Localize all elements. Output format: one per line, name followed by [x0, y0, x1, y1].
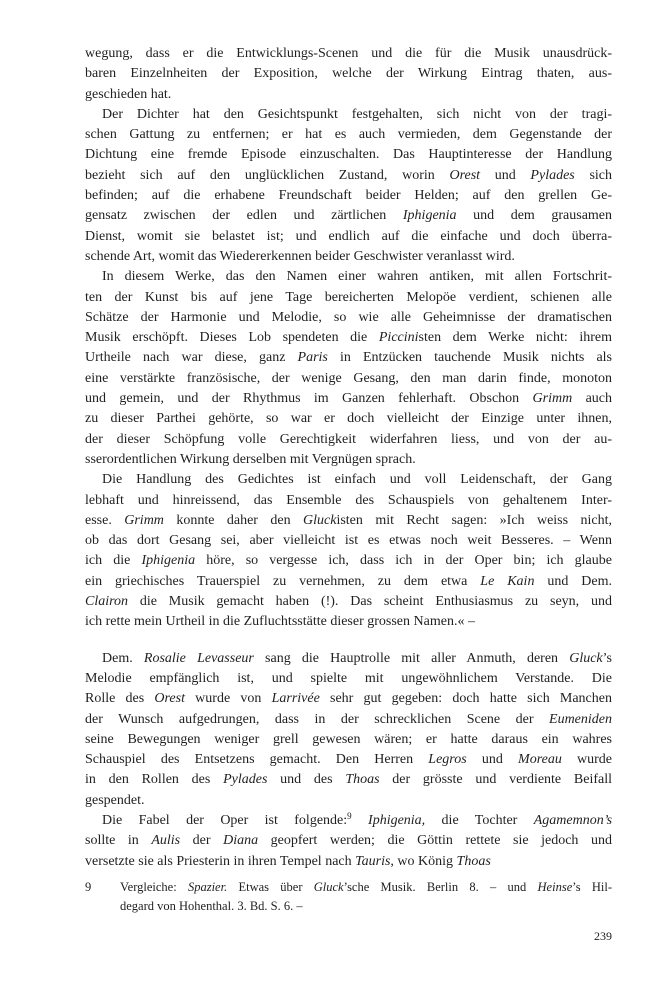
- body-text: [85, 44, 612, 872]
- text-line: [85, 572, 612, 592]
- italic-text-run: Gluck: [569, 650, 603, 666]
- text-line: [85, 791, 612, 811]
- text-run: ob das dort Gesang sei, aber vielleicht ist es etwas noch weit Besseres. – Wenn: [85, 533, 612, 549]
- text-line: [85, 430, 612, 450]
- text-line: [85, 247, 612, 267]
- text-line: [85, 689, 612, 709]
- italic-text-run: Pylades: [223, 772, 268, 788]
- text-line: [85, 531, 612, 551]
- text-line: [85, 348, 612, 368]
- text-run: Dichtung eine fremde Episode einzuschalten. Das Hauptinteresse der Handlung: [85, 147, 612, 163]
- text-run: geopfert werden; die Göttin rettete sie jedoch und: [258, 833, 612, 849]
- text-line: [85, 44, 612, 64]
- text-run: ’s: [602, 650, 612, 666]
- text-run: versetzte sie als Priesterin in ihren Tempel nach: [85, 853, 356, 869]
- text-line: [85, 811, 612, 831]
- text-line: [85, 85, 612, 105]
- text-run: ich rette mein Urtheil in die Zufluchtsstätte dieser grossen Namen.« –: [85, 614, 475, 630]
- text-line: [85, 750, 612, 770]
- italic-text-run: Eumeniden: [549, 711, 612, 727]
- text-line: [85, 186, 612, 206]
- page-number: 239: [594, 929, 612, 943]
- text-run: Der Dichter hat den Gesichtspunkt festgehalten, sich nicht von der tragi-: [102, 106, 612, 122]
- paragraph: [85, 267, 612, 470]
- text-line: [85, 206, 612, 226]
- text-line: [85, 551, 612, 571]
- text-line: [85, 649, 612, 669]
- text-run: Schätze der Harmonie und Melodie, so wie alle Geheimnisse der dramatischen: [85, 309, 612, 325]
- text-line: [85, 267, 612, 287]
- italic-text-run: Gluck: [303, 512, 337, 528]
- text-line: [85, 511, 612, 531]
- text-line: [120, 878, 612, 897]
- text-line: [85, 145, 612, 165]
- text-line: [85, 710, 612, 730]
- text-run: sten dem Werke nicht: ihrem: [418, 330, 612, 346]
- italic-text-run: Piccini: [378, 330, 419, 346]
- text-line: [85, 770, 612, 790]
- text-run: und des: [267, 772, 346, 788]
- text-run: der: [180, 833, 224, 849]
- text-line: [85, 852, 612, 872]
- paragraph: [85, 811, 612, 872]
- text-run: befinden; auf die erhabene Freundschaft beider Helden; auf den grellen Ge-: [85, 188, 612, 204]
- italic-text-run: Iphigenia: [402, 208, 457, 224]
- text-line: [85, 669, 612, 689]
- text-line: [120, 897, 612, 916]
- text-run: auch: [572, 391, 612, 407]
- italic-text-run: Gluck: [313, 880, 344, 894]
- text-line: [85, 166, 612, 186]
- paragraph: [85, 470, 612, 632]
- text-run: degard von Hohenthal. 3. Bd. S. 6. –: [120, 899, 303, 913]
- text-run: Die Handlung des Gedichtes ist einfach und voll Leidenschaft, der Gang: [102, 472, 612, 488]
- text-run: Melodie empfänglich ist, und spielte mit ungewöhnlichem Verstande. Die: [85, 670, 612, 686]
- italic-text-run: Agamemnon’s: [533, 812, 612, 828]
- text-line: [85, 389, 612, 409]
- italic-text-run: Le Kain: [480, 573, 535, 589]
- italic-text-run: Grimm: [532, 391, 573, 407]
- text-run: ein griechisches Trauerspiel zu vernehmen, zu dem etwa: [85, 573, 481, 589]
- text-line: [85, 730, 612, 750]
- italic-text-run: Grimm: [124, 512, 164, 528]
- footnote-text: [120, 878, 612, 916]
- text-run: Dienst, womit sie belastet ist; und endlich auf die einfache und doch überra-: [85, 228, 612, 244]
- text-run: sang die Hauptrolle mit aller Anmuth, deren: [253, 650, 570, 666]
- text-line: [85, 470, 612, 490]
- text-run: Dem.: [102, 650, 144, 666]
- text-run: sich: [574, 167, 612, 183]
- text-run: wegung, dass er die Entwicklungs-Scenen und die für die Musik unausdrück-: [85, 46, 612, 61]
- text-line: [85, 64, 612, 84]
- text-line: [85, 592, 612, 612]
- text-run: konnte daher den: [163, 512, 304, 528]
- text-line: [85, 450, 612, 470]
- italic-text-run: Aulis: [151, 833, 181, 849]
- italic-text-run: Paris: [297, 350, 328, 366]
- text-run: ten der Kunst bis auf jene Tage bereicherten Melopöe verdient, schienen alle: [85, 289, 612, 305]
- text-run: und: [480, 167, 531, 183]
- italic-text-run: Iphigenia: [141, 553, 196, 569]
- text-run: Vergleiche:: [120, 880, 188, 894]
- text-run: isten mit Recht sagen: »Ich weiss nicht,: [336, 512, 612, 528]
- italic-text-run: Pylades: [530, 167, 575, 183]
- text-run: In diesem Werke, das den Namen einer wahren antiken, mit allen Fortschrit-: [102, 269, 612, 285]
- italic-text-run: Legros: [428, 752, 467, 768]
- text-run: sehr gut gegeben: doch hatte sich Manchen: [319, 691, 612, 707]
- text-run: Rolle des: [85, 691, 155, 707]
- italic-text-run: Orest: [154, 691, 185, 707]
- text-line: [85, 308, 612, 328]
- text-run: eine verstärkte französische, der wenige Gesang, den man darin finde, monoton: [85, 370, 612, 386]
- text-run: ’s Hil-: [572, 880, 612, 894]
- text-run: in Entzücken tauchende Musik nichts als: [327, 350, 612, 366]
- italic-text-run: Iphigenia,: [368, 812, 426, 828]
- text-line: [85, 369, 612, 389]
- text-run: und: [466, 752, 519, 768]
- italic-text-run: Orest: [449, 167, 481, 183]
- text-run: geschieden hat.: [85, 86, 172, 102]
- text-run: sserordentlichen Wirkung derselben mit Vergnügen sprach.: [85, 451, 416, 467]
- italic-text-run: Diana: [223, 833, 259, 849]
- text-run: seine Bewegungen weniger grell gewesen wären; er hatte daraus ein wahres: [85, 731, 612, 747]
- text-run: esse.: [85, 512, 125, 528]
- italic-text-run: Thoas: [456, 853, 491, 869]
- text-run: höre, so vergesse ich, dass ich in der Oper bin; ich glaube: [195, 553, 612, 569]
- paragraph: [85, 649, 612, 811]
- text-run: wurde: [561, 752, 612, 768]
- text-run: schen Gattung zu entfernen; er hat es auch vermieden, dem Gegenstande der: [85, 127, 612, 143]
- text-run: ich die: [85, 553, 142, 569]
- text-line: [85, 491, 612, 511]
- text-line: [85, 105, 612, 125]
- text-run: und dem grausamen: [456, 208, 612, 224]
- italic-text-run: Thoas: [345, 772, 380, 788]
- italic-text-run: Spazier.: [187, 880, 228, 894]
- text-run: ’sche Musik. Berlin 8. – und: [343, 880, 538, 894]
- italic-text-run: Heinse: [537, 880, 573, 894]
- text-run: , wo König: [390, 853, 457, 869]
- paragraph: [85, 44, 612, 105]
- text-run: der Wunsch aufgedrungen, dass in der schrecklichen Scene der: [85, 711, 550, 727]
- text-line: [85, 612, 612, 632]
- italic-text-run: Clairon: [85, 594, 129, 610]
- text-run: Etwas über: [227, 880, 314, 894]
- text-line: [85, 328, 612, 348]
- italic-text-run: Tauris: [355, 853, 391, 869]
- text-run: und Dem.: [534, 573, 612, 589]
- text-run: Schauspiel des Entsetzens gemacht. Den Herren: [85, 752, 429, 768]
- text-run: zu dieser Parthei gehörte, so war er doch vielleicht der Einzige unter ihnen,: [85, 411, 612, 427]
- text-run: baren Einzelnheiten der Exposition, welche der Wirkung Eintrag thaten, aus-: [85, 66, 612, 82]
- text-run: und gemein, und der Rhythmus im Ganzen fehlerhaft. Obschon: [85, 391, 533, 407]
- text-line: [85, 288, 612, 308]
- text-line: [85, 409, 612, 429]
- text-run: die Tochter: [425, 812, 534, 828]
- text-run: wurde von: [184, 691, 272, 707]
- text-line: [85, 125, 612, 145]
- text-run: lebhaft und hinreissend, das Ensemble des Schauspiels von gehaltenem Inter-: [85, 492, 612, 508]
- text-line: [85, 831, 612, 851]
- footnote-body: [85, 878, 612, 916]
- italic-text-run: Larrivée: [271, 691, 320, 707]
- text-run: Musik erschöpft. Dieses Lob spendeten die: [85, 330, 379, 346]
- text-line: [85, 227, 612, 247]
- text-run: der grösste und verdiente Beifall: [379, 772, 612, 788]
- footnote: [85, 878, 612, 916]
- text-run: gensatz zwischen der edlen und zärtlichen: [85, 208, 403, 224]
- footnote-marker: 9: [85, 880, 92, 894]
- text-run: Urtheile nach war diese, ganz: [85, 350, 298, 366]
- italic-text-run: Rosalie Levasseur: [143, 650, 254, 666]
- text-run: in den Rollen des: [85, 772, 224, 788]
- footnote-reference: 9: [347, 810, 352, 821]
- text-run: bezieht sich auf den unglücklichen Zustand, worin: [85, 167, 450, 183]
- text-run: die Musik gemacht haben (!). Das scheint Enthusiasmus zu seyn, und: [128, 594, 612, 610]
- text-run: der dieser Schöpfung volle Gerechtigkeit widerfahren liess, und von der au-: [85, 431, 612, 447]
- italic-text-run: Moreau: [518, 752, 562, 768]
- text-run: Die Fabel der Oper ist folgende:: [102, 812, 348, 828]
- text-run: gespendet.: [85, 792, 145, 808]
- text-run: [352, 813, 368, 828]
- paragraph: [85, 105, 612, 267]
- text-run: sollte in: [85, 833, 152, 849]
- text-run: schende Art, womit das Wiedererkennen beider Geschwister veranlasst wird.: [85, 248, 515, 264]
